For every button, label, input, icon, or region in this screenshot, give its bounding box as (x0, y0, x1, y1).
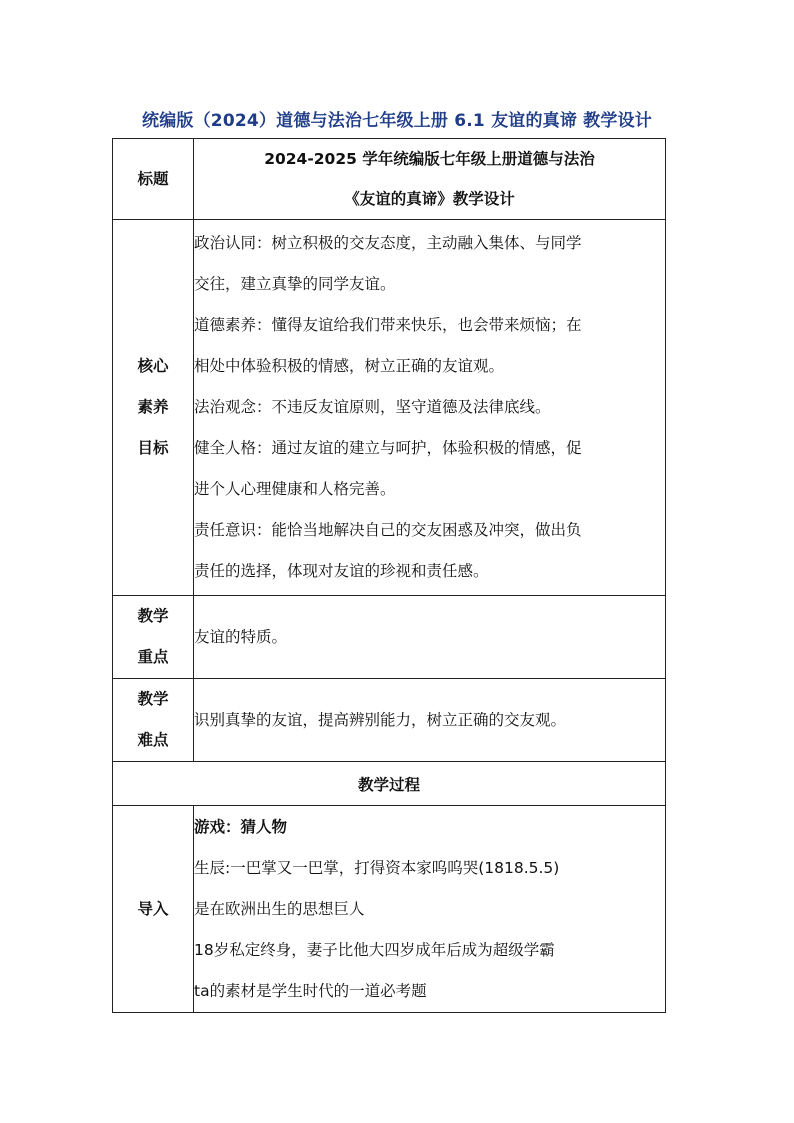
title-row (113, 139, 666, 220)
title-label: 标题 (113, 139, 194, 220)
teaching-difficulty-label (113, 679, 194, 762)
teaching-process-header: 教学过程 (113, 762, 666, 806)
intro-line-1: 生辰:一巴掌又一巴掌，打得资本家呜呜哭(1818.5.5) (194, 858, 560, 877)
key-label-line-1: 教学 (137, 607, 169, 625)
core-line-4: 相处中体验积极的情感，树立正确的友谊观。 (194, 357, 505, 375)
core-label-line-3: 目标 (137, 439, 169, 457)
document-title: 统编版（2024）道德与法治七年级上册 6.1 友谊的真谛 教学设计 (142, 111, 652, 131)
title-line-1: 2024-2025 学年统编版七年级上册道德与法治 (264, 150, 595, 168)
intro-line-3: 18岁私定终身，妻子比他大四岁成年后成为超级学霸 (194, 940, 555, 959)
core-line-1: 政治认同：树立积极的交友态度，主动融入集体、与同学 (194, 234, 582, 252)
teaching-key-text: 友谊的特质。 (194, 627, 288, 646)
teaching-difficulty-content (194, 679, 666, 762)
core-competency-row (113, 220, 666, 596)
core-label-line-2: 素养 (137, 398, 169, 416)
core-label-line-1: 核心 (137, 357, 169, 375)
core-line-9: 责任的选择，体现对友谊的珍视和责任感。 (194, 562, 489, 580)
teaching-key-content (194, 596, 666, 679)
teaching-key-label (113, 596, 194, 679)
core-line-7: 进个人心理健康和人格完善。 (194, 480, 396, 498)
difficulty-label-line-1: 教学 (137, 690, 169, 708)
key-label-line-2: 重点 (137, 648, 169, 666)
intro-line-4: ta的素材是学生时代的一道必考题 (194, 981, 427, 1000)
core-competency-content (194, 220, 666, 596)
teaching-difficulty-row (113, 679, 666, 762)
title-content (194, 139, 666, 220)
intro-label: 导入 (113, 806, 194, 1013)
core-competency-label (113, 220, 194, 596)
teaching-process-header-row (113, 762, 666, 806)
teaching-difficulty-text: 识别真挚的友谊，提高辨别能力，树立正确的交友观。 (194, 710, 567, 729)
title-line-2: 《友谊的真谛》教学设计 (344, 190, 515, 208)
core-line-5: 法治观念：不违反友谊原则，坚守道德及法律底线。 (194, 398, 551, 416)
intro-line-2: 是在欧洲出生的思想巨人 (194, 899, 365, 918)
teaching-key-row (113, 596, 666, 679)
core-line-8: 责任意识：能恰当地解决自己的交友困惑及冲突，做出负 (194, 521, 582, 539)
core-line-3: 道德素养：懂得友谊给我们带来快乐，也会带来烦恼；在 (194, 316, 582, 334)
lesson-plan-table (112, 138, 666, 1013)
difficulty-label-line-2: 难点 (137, 731, 169, 749)
intro-heading: 游戏：猜人物 (194, 817, 288, 836)
core-line-6: 健全人格：通过友谊的建立与呵护，体验积极的情感，促 (194, 439, 582, 457)
intro-row (113, 806, 666, 1013)
core-line-2: 交往，建立真挚的同学友谊。 (194, 275, 396, 293)
intro-content (194, 806, 666, 1013)
